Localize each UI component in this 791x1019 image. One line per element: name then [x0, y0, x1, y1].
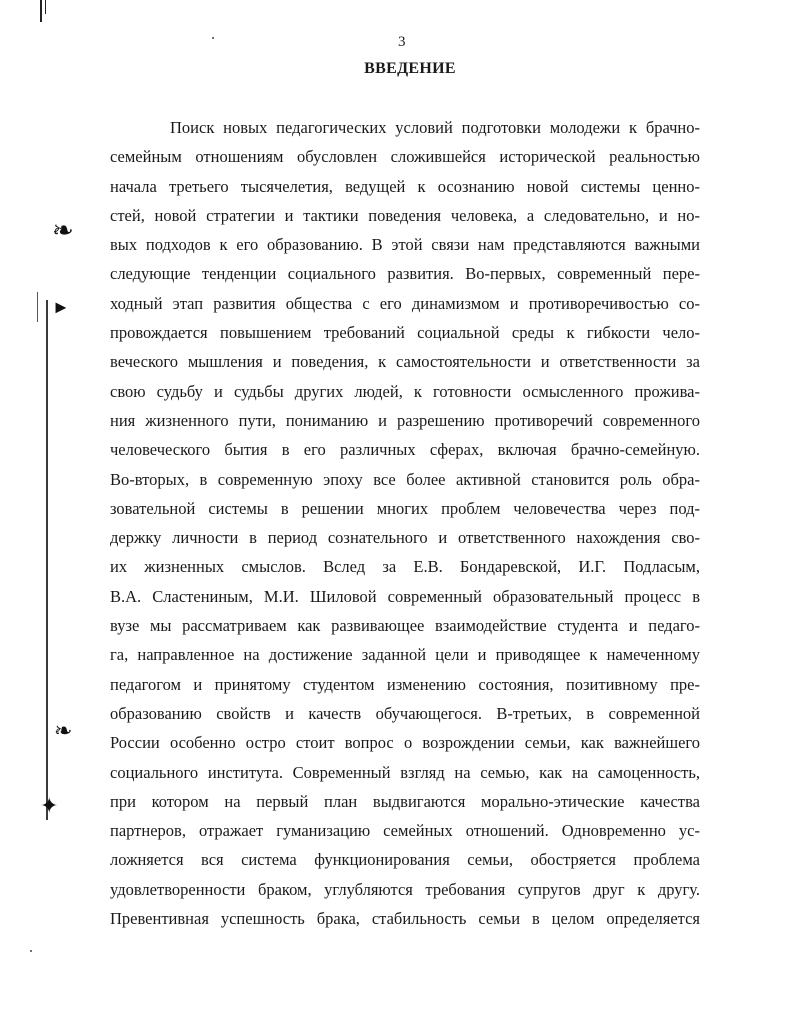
text-line: России особенно остро стоит вопрос о возрождении семьи, как важнейшего	[110, 733, 700, 753]
text-line: педагогом и принятому студентом изменению состояния, позитивному пре-	[110, 674, 700, 694]
text-line: Превентивная успешность брака, стабильность семьи в целом определяется	[110, 909, 700, 929]
text-line: веческого мышления и поведения, к самостоятельности и ответственности за	[110, 352, 700, 372]
text-line: начала третьего тысячелетия, ведущей к осознанию новой системы ценно-	[110, 176, 700, 196]
scan-blot: ❧	[54, 718, 73, 743]
text-line: партнеров, отражает гуманизацию семейных отношений. Одновременно ус-	[110, 821, 700, 841]
scan-edge-mark	[40, 0, 42, 22]
scan-edge-line	[46, 300, 48, 820]
page-number: 3	[398, 34, 406, 50]
text-line: В.А. Сластениным, М.И. Шиловой современный образовательный процесс в	[110, 586, 700, 606]
body-text	[110, 113, 700, 933]
scan-edge-line	[37, 292, 38, 322]
text-line: следующие тенденции социального развития. Во-первых, современный пере-	[110, 264, 700, 284]
text-line: Поиск новых педагогических условий подготовки молодежи к брачно-	[170, 118, 700, 137]
text-line: провождается повышением требований социальной среды к гибкости чело-	[110, 323, 700, 343]
text-line: их жизненных смыслов. Вслед за Е.В. Бондаревской, И.Г. Подласым,	[110, 557, 700, 577]
text-line: образованию свойств и качеств обучающегося. В-третьих, в современной	[110, 703, 700, 723]
text-line: вузе мы рассматриваем как развивающее взаимодействие студента и педаго-	[110, 616, 700, 636]
text-line: семейным отношениям обусловлен сложившейся исторической реальностью	[110, 147, 700, 167]
scan-blot: ❧	[52, 216, 74, 245]
scan-edge-mark	[45, 0, 46, 14]
text-line: ложняется вся система функционирования семьи, обостряется проблема	[110, 850, 700, 870]
text-line: свою судьбу и судьбы других людей, к готовности осмысленного прожива-	[110, 381, 700, 401]
text-line: ния жизненного пути, пониманию и разрешению противоречий современного	[110, 410, 700, 430]
text-line: человеческого бытия в его различных сферах, включая брачно-семейную.	[110, 440, 700, 460]
text-line: вых подходов к его образованию. В этой связи нам представляются важными	[110, 235, 700, 255]
text-line: при котором на первый план выдвигаются морально-этические качества	[110, 791, 700, 811]
text-line: стей, новой стратегии и тактики поведения человека, а следовательно, и но-	[110, 205, 700, 225]
scan-blot: ✦	[40, 793, 59, 818]
page-title: ВВЕДЕНИЕ	[364, 60, 456, 77]
text-line: ходный этап развития общества с его динамизмом и противоречивостью со-	[110, 293, 700, 313]
text-line: социального института. Современный взгляд на семью, как на самоценность,	[110, 762, 700, 782]
text-line: Во-вторых, в современную эпоху все более активной становится роль обра-	[110, 469, 700, 489]
text-line: га, направленное на достижение заданной цели и приводящее к намеченному	[110, 645, 700, 665]
scan-speck	[212, 37, 214, 39]
scan-speck	[30, 950, 32, 952]
text-line: удовлетворенности браком, углубляются требования супругов друг к другу.	[110, 879, 700, 899]
text-line: держку личности в период сознательного и ответственного нахождения сво-	[110, 528, 700, 548]
text-line: зовательной системы в решении многих проблем человечества через под-	[110, 498, 700, 518]
scan-blot: ►	[52, 297, 70, 317]
